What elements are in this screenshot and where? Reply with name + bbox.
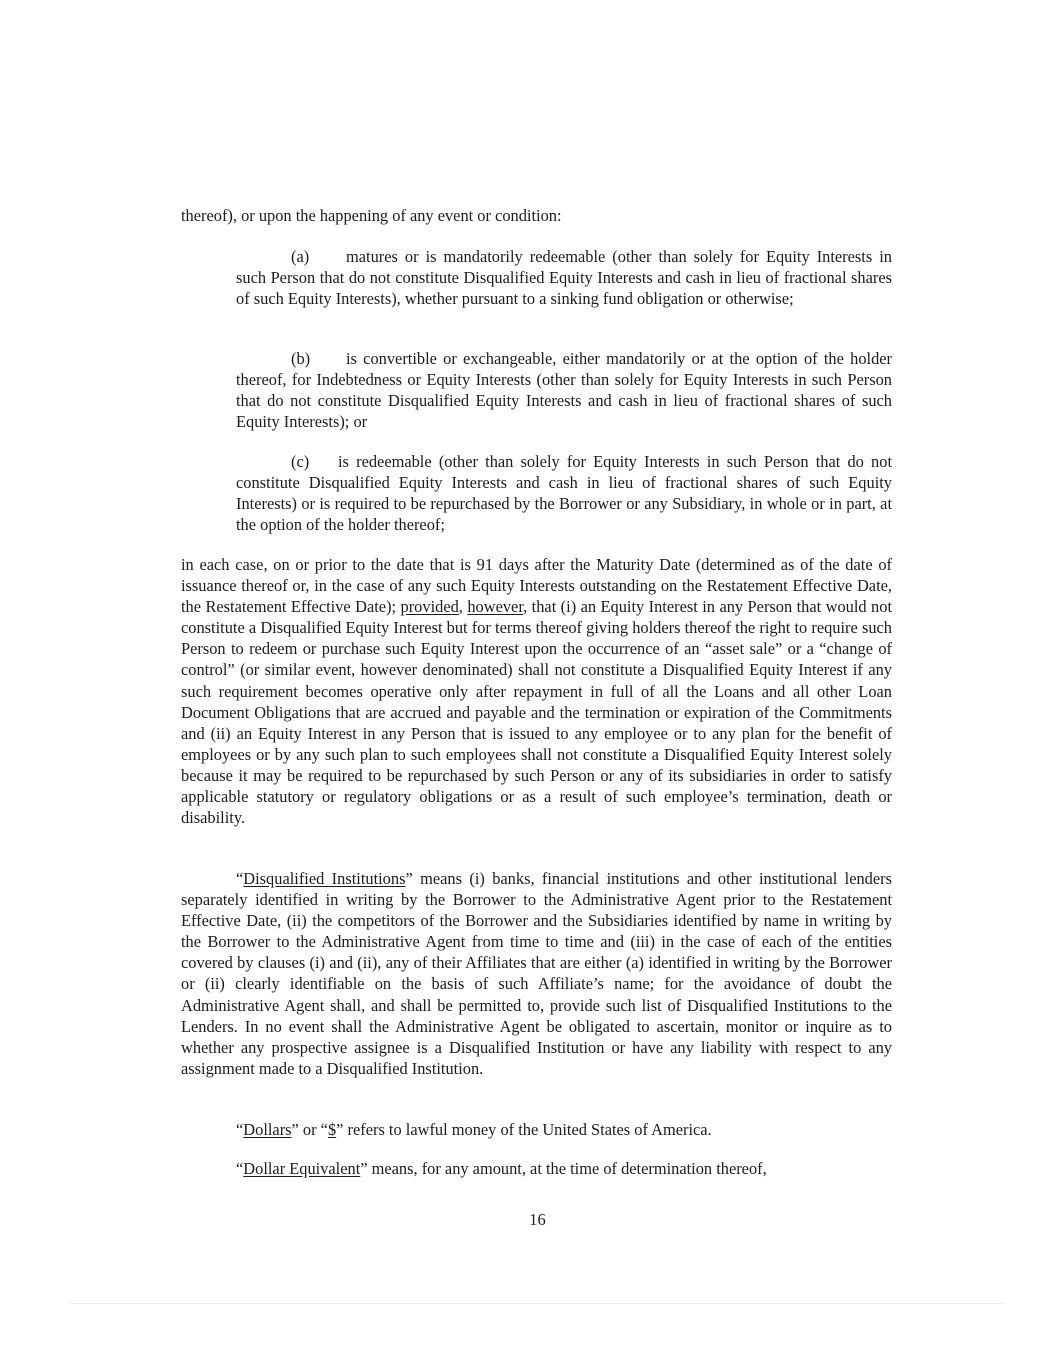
provided-term: provided <box>400 597 459 617</box>
clause-a-label: (a) <box>291 247 310 266</box>
definition-text: ” means (i) banks, financial institutions and other institutional lenders separately identified in writing by the Borrower to the Administrative Agent prior to the Restatement Effective Date, (ii) the competitors of the Borrower and the Subsidiaries identified by name in writing by the Borrower to the Administrative Agent from time to time and (iii) in the case of each of the entities covered by clauses (i) and (ii), any of their Affiliates that are either (a) identified in writing by the Borrower or (ii) clearly identifiable on the basis of such Affiliate’s name; for the avoidance of doubt the Administrative Agent shall, and shall be permitted to, provide such list of Disqualified Institutions to the Lenders. In no event shall the Administrative Agent be obligated to ascertain, monitor or inquire as to whether any prospective assignee is a Disqualified Institution or have any liability with respect to any assignment made to a Disqualified Institution. <box>181 869 892 1078</box>
however-term: however <box>467 597 524 617</box>
page-number: 16 <box>529 1210 546 1229</box>
clause-b-label: (b) <box>291 349 311 368</box>
quote-open: “ <box>236 1120 244 1139</box>
intro-line: thereof), or upon the happening of any event or condition: <box>181 206 562 225</box>
proviso-comma: , <box>458 597 468 617</box>
defined-term: Dollars <box>243 1120 292 1139</box>
quote-open: “ <box>236 1159 244 1178</box>
defined-term: Disqualified Institutions <box>243 869 406 888</box>
clause-b-text: is convertible or exchangeable, either mandatorily or at the option of the holder thereof, for Indebtedness or Equity Interests (other than solely for Equity Interests in such Person that do not constitute Disqualified Equity Interests and cash in lieu of fractional shares of such Equity Interests); or <box>236 349 892 432</box>
clause-c-text: is redeemable (other than solely for Equity Interests in such Person that do not constitute Disqualified Equity Interests and cash in lieu of fractional shares of such Equity Interests) or is required to be repurchased by the Borrower or any Subsidiary, in whole or in part, at the option of the holder thereof; <box>236 452 892 535</box>
definition-text: ” means, for any amount, at the time of determination thereof, <box>360 1159 767 1178</box>
clause-c <box>236 451 892 535</box>
clause-b <box>236 348 892 432</box>
scan-edge-divider <box>70 1303 1005 1304</box>
definition-dollars <box>181 1119 892 1140</box>
defined-term: Dollar Equivalent <box>243 1159 361 1178</box>
defined-term-symbol: $ <box>327 1120 337 1139</box>
definition-disqualified-institutions <box>181 868 892 1079</box>
definition-dollar-equivalent <box>181 1158 892 1179</box>
proviso-before: in each case, on or prior to the date that is 91 days after the Maturity Date (determined as of the date of issuance thereof or, in the case of any such Equity Interests outstanding on the Restatement Effective Date, the Restatement Effective Date); <box>181 555 892 617</box>
proviso-after: , that (i) an Equity Interest in any Person that would not constitute a Disqualified Equity Interest but for terms thereof giving holders thereof the right to require such Person to redeem or purchase such Equity Interest upon the occurrence of an “asset sale” or a “change of control” (or similar event, however denominated) shall not constitute a Disqualified Equity Interest if any such requirement becomes operative only after repayment in full of all the Loans and all other Loan Document Obligations that are accrued and payable and the termination or expiration of the Commitments and (ii) an Equity Interest in any Person that is issued to any employee or to any plan for the benefit of employees or by any such plan to such employees shall not constitute a Disqualified Equity Interest solely because it may be required to be repurchased by such Person or any of its subsidiaries in order to satisfy applicable statutory or regulatory obligations or as a result of such employee’s termination, death or disability. <box>181 597 892 828</box>
quote-open: “ <box>236 869 244 888</box>
clause-c-label: (c) <box>291 452 310 471</box>
proviso-paragraph <box>181 554 892 828</box>
definition-text: ” refers to lawful money of the United States of America. <box>336 1120 712 1139</box>
quote-middle: ” or “ <box>291 1120 328 1139</box>
clause-a-text: matures or is mandatorily redeemable (other than solely for Equity Interests in such Person that do not constitute Disqualified Equity Interests and cash in lieu of fractional shares of such Equity Interests), whether pursuant to a sinking fund obligation or otherwise; <box>236 247 892 309</box>
clause-a <box>236 246 892 309</box>
